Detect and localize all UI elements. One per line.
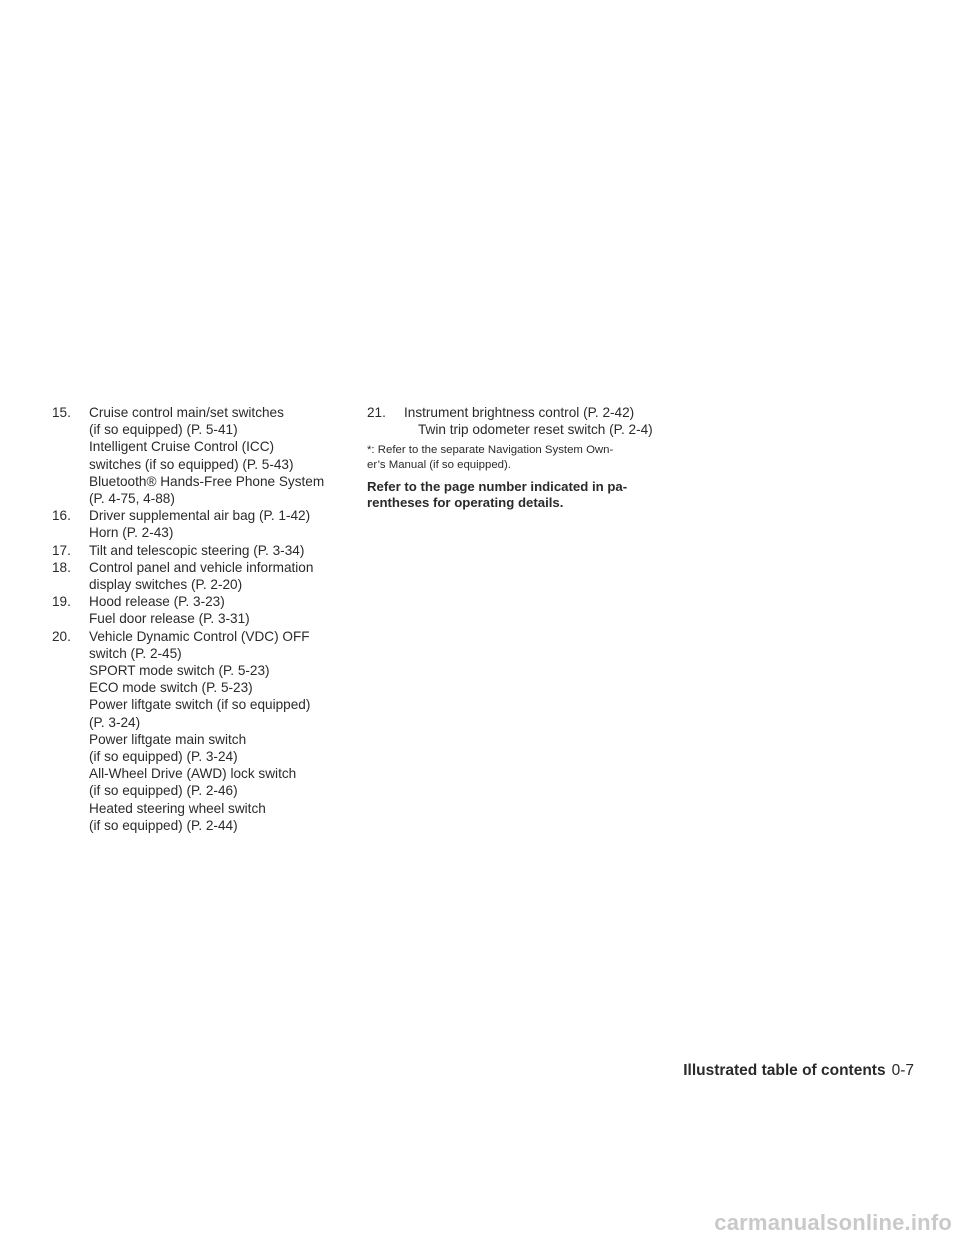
toc-item-body (89, 628, 352, 834)
refer-note-line: Refer to the page number indicated in pa- (367, 478, 628, 494)
toc-item-number: 20. (52, 628, 71, 644)
toc-item-line: (P. 3-24) (89, 714, 141, 730)
refer-note (367, 479, 637, 511)
right-column-items (367, 404, 653, 438)
right-column (367, 404, 653, 511)
toc-item-line: Cruise control main/set switches (89, 405, 284, 420)
toc-item (52, 593, 352, 627)
toc-item-number: 17. (52, 542, 71, 558)
toc-item-number: 16. (52, 508, 71, 524)
toc-item-line: Bluetooth® Hands-Free Phone System (89, 473, 325, 489)
refer-note-line: rentheses for operating details. (367, 495, 564, 511)
toc-item-line: (if so equipped) (P. 3-24) (89, 749, 238, 765)
toc-item-line: Horn (P. 2-43) (89, 525, 174, 541)
toc-item-line: display switches (P. 2-20) (89, 577, 243, 593)
toc-item-line: Vehicle Dynamic Control (VDC) OFF (89, 628, 310, 644)
toc-item-body (89, 559, 352, 593)
toc-item-body (89, 404, 352, 507)
toc-item-number: 21. (367, 405, 386, 420)
footer-section-title: Illustrated table of contents (683, 1062, 886, 1079)
toc-item (52, 542, 352, 559)
toc-item-line: (if so equipped) (P. 2-46) (89, 783, 238, 799)
toc-item-line: Heated steering wheel switch (89, 800, 266, 816)
toc-item-number: 18. (52, 559, 71, 575)
toc-item-line: (if so equipped) (P. 5-41) (89, 422, 238, 438)
page-footer (683, 1062, 914, 1080)
toc-item-line: Driver supplemental air bag (P. 1-42) (89, 508, 311, 524)
toc-item-body (404, 404, 653, 438)
toc-item-line: Hood release (P. 3-23) (89, 594, 225, 610)
toc-item (52, 628, 352, 834)
toc-item-line: SPORT mode switch (P. 5-23) (89, 663, 270, 679)
toc-item-line: Power liftgate switch (if so equipped) (89, 697, 311, 713)
toc-item-line: Intelligent Cruise Control (ICC) (89, 439, 275, 455)
toc-item-line: Instrument brightness control (P. 2-42) (404, 405, 635, 420)
toc-item-line: Tilt and telescopic steering (P. 3-34) (89, 542, 305, 558)
toc-item-line: All-Wheel Drive (AWD) lock switch (89, 766, 297, 782)
toc-item-line: Twin trip odometer reset switch (P. 2-4) (418, 422, 653, 438)
toc-item-number: 19. (52, 594, 71, 610)
footnote-line: *: Refer to the separate Navigation System Own- (367, 444, 614, 457)
toc-item-line: (P. 4-75, 4-88) (89, 491, 175, 507)
footnote-line: er’s Manual (if so equipped). (367, 458, 511, 471)
toc-item (52, 507, 352, 541)
left-column (52, 404, 352, 834)
toc-item-line: Fuel door release (P. 3-31) (89, 611, 250, 627)
toc-item-line: switch (P. 2-45) (89, 645, 182, 661)
toc-item-body (89, 542, 352, 559)
toc-item-body (89, 593, 352, 627)
toc-item-body (89, 507, 352, 541)
toc-item-line: Control panel and vehicle information (89, 559, 314, 575)
toc-item-line: switches (if so equipped) (P. 5-43) (89, 456, 294, 472)
toc-item-line: ECO mode switch (P. 5-23) (89, 680, 253, 696)
footnote (367, 443, 637, 471)
footer-page-number: 0-7 (891, 1062, 914, 1079)
watermark: carmanualsonline.info (714, 1210, 952, 1235)
toc-item-number: 15. (52, 405, 71, 420)
toc-item (52, 404, 352, 507)
toc-item (52, 559, 352, 593)
toc-item (367, 404, 653, 438)
toc-item-line: (if so equipped) (P. 2-44) (89, 817, 238, 833)
toc-item-line: Power liftgate main switch (89, 731, 247, 747)
